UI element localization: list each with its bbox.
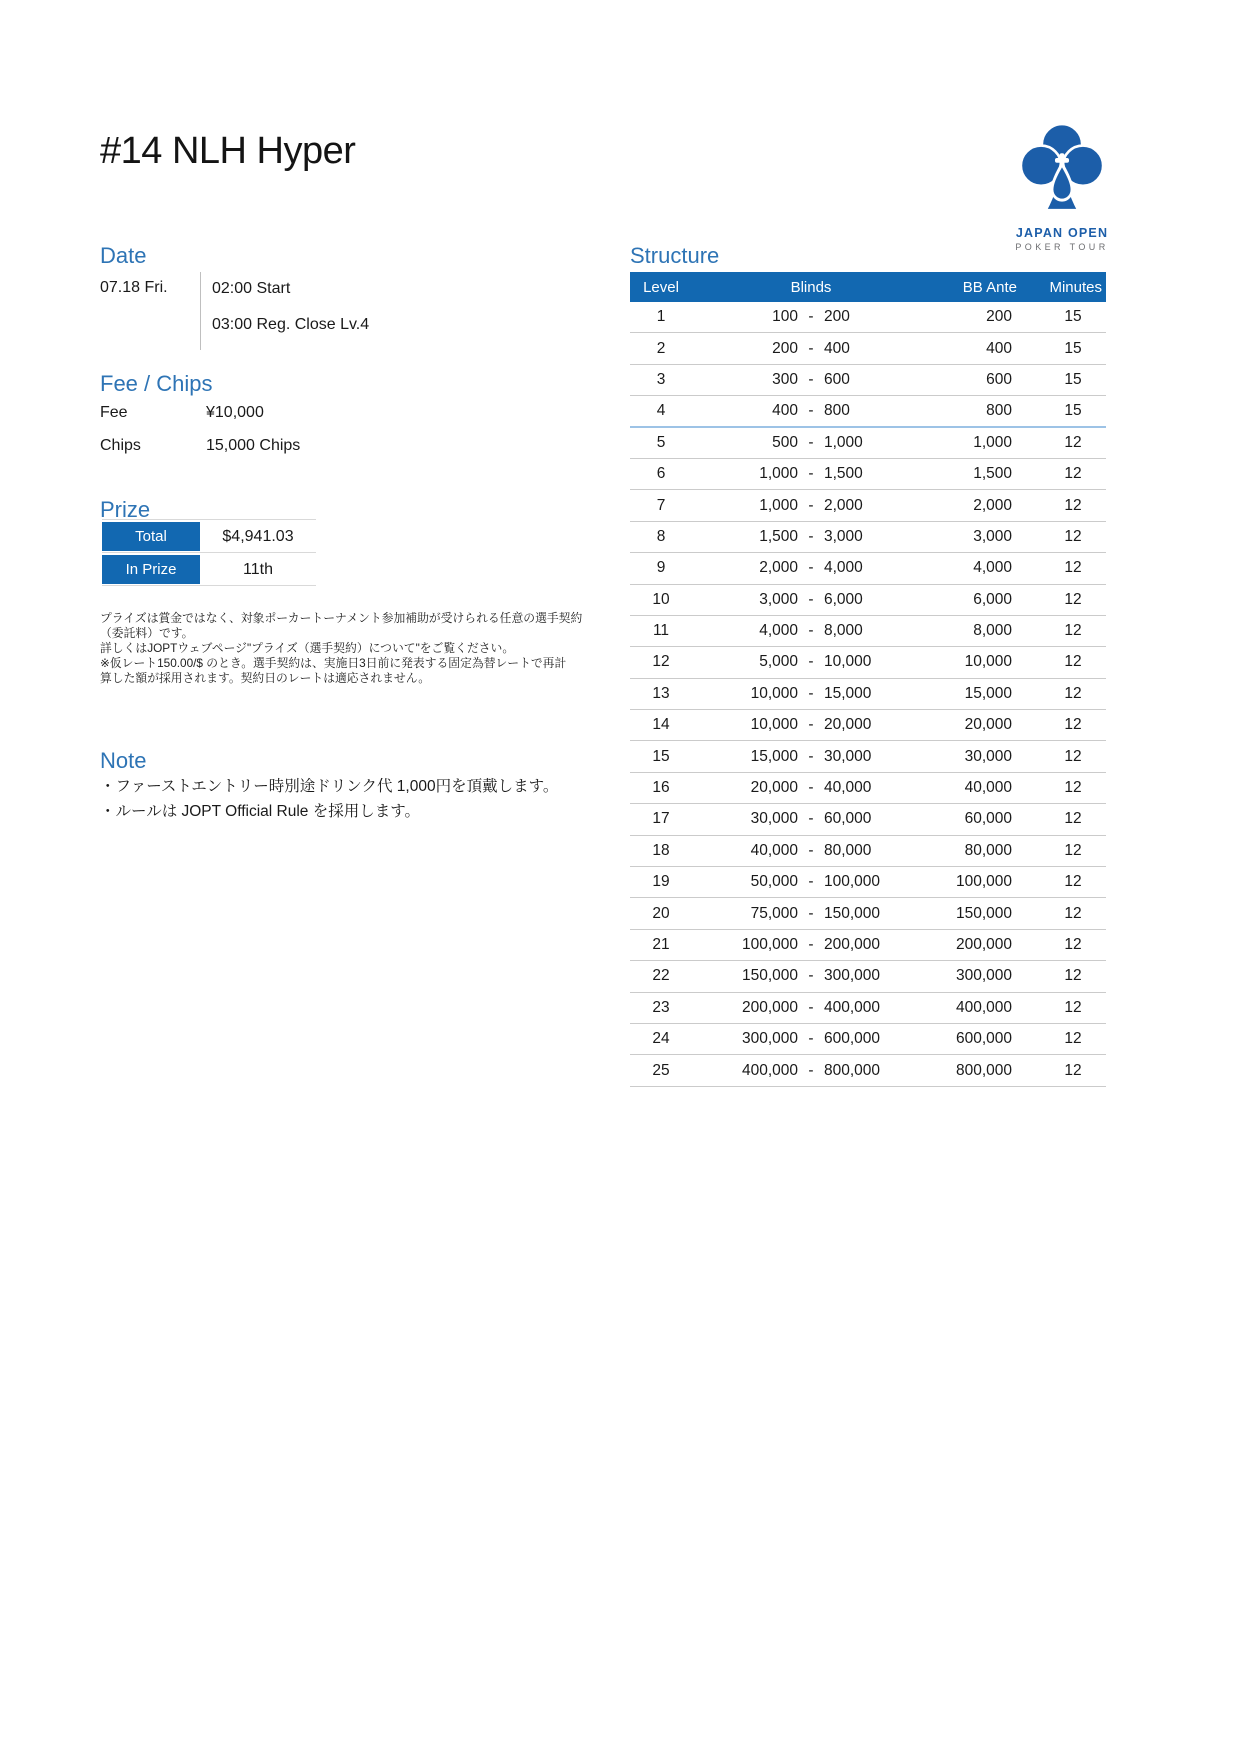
small-blind-value: 400,000: [741, 1061, 798, 1079]
structure-table-row: [630, 553, 1106, 584]
big-blind-value: 800,000: [824, 1061, 881, 1079]
structure-table-row: [630, 961, 1106, 992]
bb-ante-cell: 400,000: [955, 998, 1012, 1016]
small-blind-value: 40,000: [750, 841, 798, 859]
blinds-separator: -: [808, 496, 814, 514]
blinds-cell: [692, 622, 930, 640]
minutes-cell: 12: [1064, 433, 1082, 451]
blinds-separator: -: [808, 967, 814, 985]
big-blind-value: 100,000: [824, 873, 881, 891]
blinds-separator: -: [808, 653, 814, 671]
structure-table-row: [630, 1055, 1106, 1086]
blinds-separator: -: [808, 527, 814, 545]
structure-table-row: [630, 396, 1106, 427]
structure-table-row: [630, 867, 1106, 898]
minutes-cell: 12: [1064, 904, 1082, 922]
text-line: （委託料）です。: [100, 626, 194, 640]
column-header-blinds: Blinds: [790, 278, 832, 296]
small-blind-value: 200,000: [741, 998, 798, 1016]
blinds-cell: [692, 779, 930, 797]
prize-row: [102, 520, 316, 553]
blinds-cell: [692, 402, 930, 420]
bb-ante-cell: 200: [986, 308, 1012, 326]
structure-table-row: [630, 741, 1106, 772]
level-cell: 21: [652, 936, 670, 953]
level-cell: 23: [652, 998, 670, 1016]
row-value: 15,000 Chips: [206, 437, 301, 454]
blinds-separator: -: [808, 401, 814, 419]
small-blind-value: 3,000: [759, 590, 798, 608]
small-blind-value: 200: [772, 339, 798, 357]
blinds-separator: -: [808, 936, 814, 953]
structure-table-row: [630, 333, 1106, 364]
prize-section-heading: Prize: [100, 497, 151, 522]
blinds-cell: [692, 685, 930, 703]
bb-ante-cell: 1,000: [973, 433, 1012, 451]
minutes-cell: 12: [1064, 779, 1082, 797]
bb-ante-cell: 600: [986, 370, 1012, 388]
minutes-cell: 12: [1064, 873, 1082, 891]
text-line: ・ファーストエントリー時別途ドリンク代 1,000円を頂戴します。: [100, 778, 559, 795]
bb-ante-cell: 40,000: [964, 779, 1012, 797]
structure-table-row: [630, 365, 1106, 396]
minutes-cell: 15: [1064, 339, 1082, 357]
club-logo-icon: [1019, 122, 1105, 223]
blinds-separator: -: [808, 747, 814, 765]
fee-chips-list: [100, 403, 300, 469]
minutes-cell: 15: [1064, 370, 1082, 388]
date-value: 07.18 Fri.: [100, 279, 168, 296]
blinds-cell: [692, 340, 930, 358]
bb-ante-cell: 6,000: [973, 590, 1012, 608]
blinds-cell: [692, 999, 930, 1017]
blinds-cell: [692, 497, 930, 515]
big-blind-value: 8,000: [824, 622, 863, 640]
blinds-separator: -: [808, 1030, 814, 1048]
level-cell: 25: [652, 1061, 670, 1079]
structure-table-header: [630, 272, 1106, 302]
structure-table-row: [630, 773, 1106, 804]
bb-ante-cell: 10,000: [964, 653, 1012, 671]
minutes-cell: 12: [1064, 496, 1082, 514]
blinds-cell: [692, 905, 930, 923]
bb-ante-cell: 300,000: [955, 967, 1012, 985]
level-cell: 3: [656, 370, 666, 388]
structure-table-row: [630, 836, 1106, 867]
minutes-cell: 12: [1064, 465, 1082, 483]
blinds-cell: [692, 591, 930, 609]
big-blind-value: 150,000: [824, 904, 881, 922]
big-blind-value: 20,000: [824, 716, 872, 734]
level-cell: 20: [652, 904, 670, 922]
blinds-cell: [692, 748, 930, 766]
structure-table-row: [630, 616, 1106, 647]
minutes-cell: 15: [1064, 401, 1082, 419]
date-time-entry: 02:00 Start: [212, 280, 291, 297]
minutes-cell: 12: [1064, 967, 1082, 985]
small-blind-value: 150,000: [741, 967, 798, 985]
prize-disclaimer-text: [100, 611, 600, 686]
bb-ante-cell: 4,000: [973, 559, 1012, 577]
level-cell: 8: [656, 527, 666, 545]
blinds-cell: [692, 1030, 930, 1048]
blinds-cell: [692, 371, 930, 389]
blinds-cell: [692, 434, 930, 452]
blinds-separator: -: [808, 308, 814, 326]
level-cell: 6: [656, 465, 666, 483]
structure-table: [630, 272, 1106, 1087]
bb-ante-cell: 30,000: [964, 747, 1012, 765]
minutes-cell: 12: [1064, 590, 1082, 608]
logo-name-text: JAPAN OPEN: [1015, 226, 1109, 240]
structure-table-row: [630, 647, 1106, 678]
row-label: Chips: [100, 437, 141, 454]
big-blind-value: 600: [824, 370, 850, 388]
minutes-cell: 12: [1064, 716, 1082, 734]
logo-tagline-text: POKER TOUR: [1015, 242, 1109, 252]
level-cell: 2: [656, 339, 666, 357]
small-blind-value: 1,500: [759, 527, 798, 545]
big-blind-value: 400: [824, 339, 850, 357]
blinds-cell: [692, 465, 930, 483]
small-blind-value: 10,000: [750, 684, 798, 702]
level-cell: 5: [656, 433, 666, 451]
blinds-separator: -: [808, 684, 814, 702]
structure-table-row: [630, 710, 1106, 741]
blinds-cell: [692, 842, 930, 860]
minutes-cell: 12: [1064, 998, 1082, 1016]
big-blind-value: 800: [824, 401, 850, 419]
small-blind-value: 500: [772, 433, 798, 451]
big-blind-value: 40,000: [824, 779, 872, 797]
bb-ante-cell: 150,000: [955, 904, 1012, 922]
small-blind-value: 1,000: [759, 465, 798, 483]
level-cell: 9: [656, 559, 666, 577]
small-blind-value: 4,000: [759, 622, 798, 640]
blinds-separator: -: [808, 904, 814, 922]
minutes-cell: 12: [1064, 684, 1082, 702]
column-header-bb-ante: BB Ante: [962, 278, 1017, 296]
row-label: Fee: [100, 404, 128, 421]
small-blind-value: 10,000: [750, 716, 798, 734]
text-line: 算した額が採用されます。契約日のレートは適応されません。: [100, 671, 431, 685]
big-blind-value: 200,000: [824, 936, 881, 953]
blinds-separator: -: [808, 433, 814, 451]
blinds-separator: -: [808, 559, 814, 577]
prize-row: [102, 553, 316, 586]
fee-chips-section-heading: Fee / Chips: [100, 371, 213, 396]
small-blind-value: 75,000: [750, 904, 798, 922]
bb-ante-cell: 20,000: [964, 716, 1012, 734]
level-cell: 11: [652, 622, 670, 640]
minutes-cell: 12: [1064, 559, 1082, 577]
fee-chips-row: [100, 403, 300, 422]
bb-ante-cell: 1,500: [973, 465, 1012, 483]
blinds-cell: [692, 873, 930, 891]
date-times-list: [212, 279, 369, 351]
small-blind-value: 5,000: [759, 653, 798, 671]
structure-table-row: [630, 490, 1106, 521]
structure-table-row: [630, 459, 1106, 490]
bb-ante-cell: 80,000: [964, 841, 1012, 859]
note-items-list: [100, 774, 558, 824]
big-blind-value: 80,000: [824, 841, 872, 859]
blinds-separator: -: [808, 873, 814, 891]
small-blind-value: 300,000: [741, 1030, 798, 1048]
minutes-cell: 12: [1064, 527, 1082, 545]
bb-ante-cell: 800: [986, 401, 1012, 419]
blinds-cell: [692, 1062, 930, 1080]
blinds-separator: -: [808, 716, 814, 734]
row-value: ¥10,000: [206, 404, 264, 421]
big-blind-value: 6,000: [824, 590, 863, 608]
big-blind-value: 3,000: [824, 527, 863, 545]
small-blind-value: 30,000: [750, 810, 798, 828]
note-section-heading: Note: [100, 748, 147, 773]
text-line: ※仮レート150.00/$ のとき。選手契約は、実施日3日前に発表する固定為替レートで再計: [100, 656, 567, 670]
structure-table-row: [630, 804, 1106, 835]
structure-table-row: [630, 522, 1106, 553]
bb-ante-cell: 60,000: [964, 810, 1012, 828]
level-cell: 4: [656, 401, 666, 419]
structure-table-row: [630, 302, 1106, 333]
structure-table-body: [630, 302, 1106, 1087]
blinds-separator: -: [808, 465, 814, 483]
small-blind-value: 400: [772, 401, 798, 419]
big-blind-value: 200: [824, 308, 850, 326]
bb-ante-cell: 800,000: [955, 1061, 1012, 1079]
level-cell: 19: [652, 873, 670, 891]
structure-table-row: [630, 930, 1106, 961]
blinds-separator: -: [808, 998, 814, 1016]
blinds-separator: -: [808, 841, 814, 859]
big-blind-value: 600,000: [824, 1030, 881, 1048]
minutes-cell: 12: [1064, 810, 1082, 828]
blinds-cell: [692, 810, 930, 828]
small-blind-value: 20,000: [750, 779, 798, 797]
level-cell: 22: [652, 967, 670, 985]
page-title: #14 NLH Hyper: [100, 130, 356, 172]
blinds-separator: -: [808, 622, 814, 640]
small-blind-value: 15,000: [750, 747, 798, 765]
big-blind-value: 15,000: [824, 684, 872, 702]
level-cell: 18: [652, 841, 670, 859]
minutes-cell: 12: [1064, 622, 1082, 640]
level-cell: 16: [652, 779, 670, 797]
blinds-separator: -: [808, 370, 814, 388]
prize-row-label: In Prize: [102, 555, 200, 584]
level-cell: 1: [656, 308, 666, 326]
text-line: 詳しくはJOPTウェブページ"プライズ（選手契約）について"をご覧ください。: [100, 641, 515, 655]
blinds-cell: [692, 936, 930, 954]
minutes-cell: 12: [1064, 653, 1082, 671]
bb-ante-cell: 100,000: [955, 873, 1012, 891]
prize-table: [102, 519, 316, 586]
fee-chips-row: [100, 436, 300, 455]
bb-ante-cell: 3,000: [973, 527, 1012, 545]
small-blind-value: 2,000: [759, 559, 798, 577]
big-blind-value: 30,000: [824, 747, 872, 765]
level-cell: 17: [652, 810, 670, 828]
minutes-cell: 12: [1064, 1061, 1082, 1079]
bb-ante-cell: 15,000: [964, 684, 1012, 702]
small-blind-value: 1,000: [759, 496, 798, 514]
structure-table-row: [630, 898, 1106, 929]
small-blind-value: 100,000: [741, 936, 798, 953]
level-cell: 10: [652, 590, 670, 608]
level-cell: 15: [652, 747, 670, 765]
level-cell: 14: [652, 716, 670, 734]
blinds-cell: [692, 967, 930, 985]
big-blind-value: 10,000: [824, 653, 872, 671]
structure-table-row: [630, 585, 1106, 616]
minutes-cell: 12: [1064, 936, 1082, 953]
blinds-separator: -: [808, 590, 814, 608]
blinds-cell: [692, 653, 930, 671]
small-blind-value: 300: [772, 370, 798, 388]
small-blind-value: 100: [772, 308, 798, 326]
level-cell: 7: [656, 496, 666, 514]
date-time-entry: 03:00 Reg. Close Lv.4: [212, 316, 370, 333]
big-blind-value: 2,000: [824, 496, 863, 514]
prize-row-value: 11th: [243, 560, 273, 578]
minutes-cell: 12: [1064, 1030, 1082, 1048]
prize-row-label: Total: [102, 522, 200, 551]
blinds-cell: [692, 716, 930, 734]
bb-ante-cell: 400: [986, 339, 1012, 357]
structure-table-row: [630, 1024, 1106, 1055]
structure-section-heading: Structure: [630, 243, 1106, 274]
column-header-minutes: Minutes: [1049, 278, 1102, 296]
big-blind-value: 300,000: [824, 967, 881, 985]
bb-ante-cell: 8,000: [973, 622, 1012, 640]
blinds-separator: -: [808, 779, 814, 797]
level-cell: 24: [652, 1030, 670, 1048]
big-blind-value: 1,500: [824, 465, 863, 483]
blinds-cell: [692, 559, 930, 577]
structure-table-row: [630, 993, 1106, 1024]
text-line: プライズは賞金ではなく、対象ポーカートーナメント参加補助が受けられる任意の選手契約: [100, 611, 583, 625]
level-cell: 13: [652, 684, 670, 702]
blinds-cell: [692, 528, 930, 546]
big-blind-value: 60,000: [824, 810, 872, 828]
jopt-logo: [1010, 122, 1114, 252]
minutes-cell: 12: [1064, 747, 1082, 765]
blinds-cell: [692, 308, 930, 326]
structure-table-row: [630, 679, 1106, 710]
column-header-level: Level: [643, 278, 679, 296]
prize-row-value: $4,941.03: [222, 527, 294, 545]
blinds-separator: -: [808, 810, 814, 828]
small-blind-value: 50,000: [750, 873, 798, 891]
bb-ante-cell: 600,000: [955, 1030, 1012, 1048]
big-blind-value: 400,000: [824, 998, 881, 1016]
blinds-separator: -: [808, 1061, 814, 1079]
bb-ante-cell: 2,000: [973, 496, 1012, 514]
blinds-separator: -: [808, 339, 814, 357]
minutes-cell: 12: [1064, 841, 1082, 859]
level-cell: 12: [652, 653, 670, 671]
text-line: ・ルールは JOPT Official Rule を採用します。: [100, 803, 420, 820]
big-blind-value: 4,000: [824, 559, 863, 577]
structure-table-row: [630, 428, 1106, 459]
bb-ante-cell: 200,000: [955, 936, 1012, 953]
date-section-heading: Date: [100, 243, 147, 268]
date-vertical-divider: [200, 272, 201, 350]
minutes-cell: 15: [1064, 308, 1082, 326]
big-blind-value: 1,000: [824, 433, 863, 451]
